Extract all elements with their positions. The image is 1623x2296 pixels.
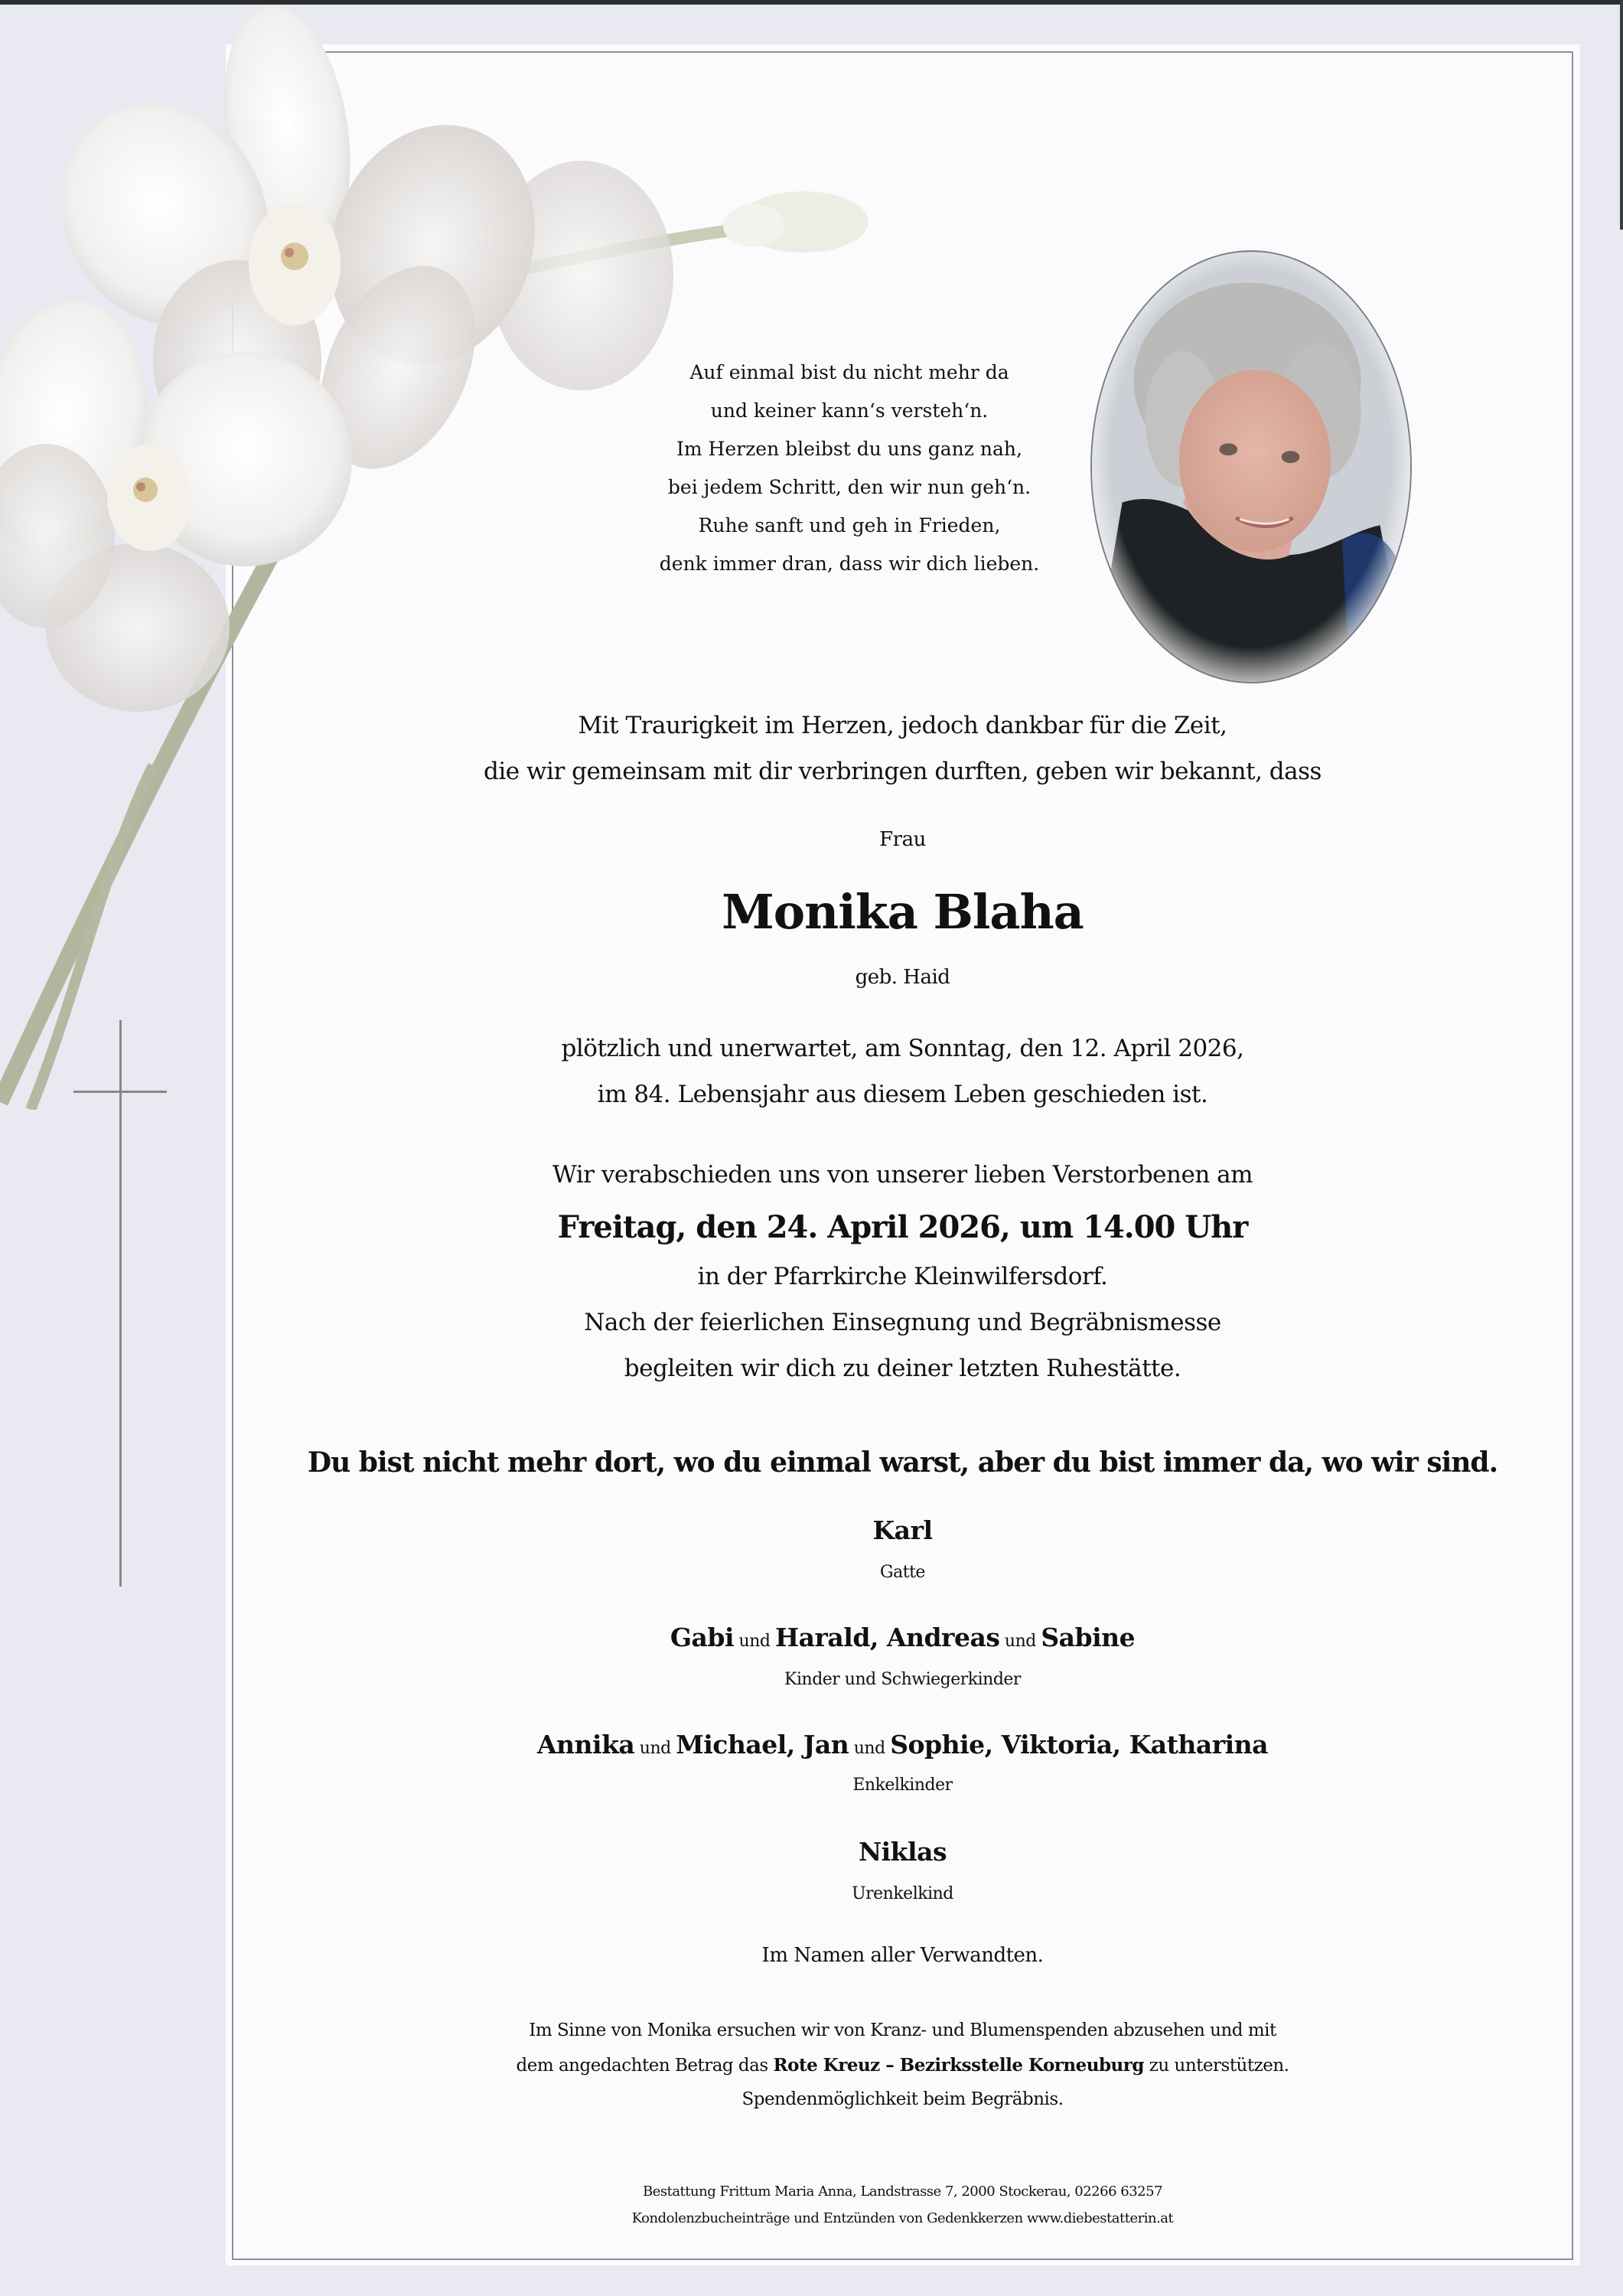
mourner-relation: Kinder und Schwiegerkinder (784, 1670, 1021, 1689)
cross-icon (119, 1020, 122, 1587)
closing-line: Im Namen aller Verwandten. (761, 1944, 1044, 1967)
mourner-relation: Urenkelkind (852, 1884, 953, 1903)
intro-line-1: Mit Traurigkeit im Herzen, jedoch dankbar für die Zeit, (578, 712, 1227, 739)
mourner-name: Annika (536, 1730, 635, 1760)
mourner-name: Harald, Andreas (774, 1623, 1000, 1652)
donation-line-3: Spendenmöglichkeit beim Begräbnis. (741, 2089, 1064, 2109)
mourner-names (232, 1730, 1573, 1760)
scan-right-edge (1620, 0, 1623, 230)
donation-line-2 (232, 2055, 1573, 2076)
poem-line: bei jedem Schritt, den wir nun geh‘n. (667, 476, 1031, 498)
portrait-photo (1090, 250, 1412, 683)
mourner-name: Sophie, Viktoria, Katharina (890, 1730, 1269, 1760)
mourner-name: Sabine (1041, 1623, 1136, 1652)
intro-line-2: die wir gemeinsam mit dir verbringen durften, geben wir bekannt, dass (484, 758, 1322, 785)
scan-top-edge (0, 0, 1623, 5)
funeral-datetime: Freitag, den 24. April 2026, um 14.00 Uhr (557, 1209, 1248, 1245)
donation-text: zu unterstützen. (1143, 2056, 1289, 2076)
poem-line: Im Herzen bleibst du uns ganz nah, (676, 438, 1022, 460)
donation-text: dem angedachten Betrag das (516, 2056, 774, 2076)
salutation: Frau (879, 828, 926, 851)
donation-line-1: Im Sinne von Monika ersuchen wir von Kranz- und Blumenspenden abzusehen und mit (529, 2020, 1276, 2040)
funeral-detail-1: Nach der feierlichen Einsegnung und Begräbnismesse (584, 1309, 1221, 1336)
memorial-quote: Du bist nicht mehr dort, wo du einmal warst, aber du bist immer da, wo wir sind. (307, 1446, 1498, 1479)
death-line-1: plötzlich und unerwartet, am Sonntag, den 12. April 2026, (561, 1035, 1244, 1062)
mourner-name: Gabi (670, 1623, 735, 1652)
conjunction: und (849, 1739, 891, 1758)
mourner-name: Niklas (858, 1837, 947, 1867)
conjunction: und (634, 1739, 676, 1758)
charity-name: Rote Kreuz – Bezirksstelle Korneuburg (773, 2055, 1144, 2076)
poem-line: Auf einmal bist du nicht mehr da (689, 361, 1009, 383)
mourner-names (232, 1515, 1573, 1545)
funeral-location: in der Pfarrkirche Kleinwilfersdorf. (697, 1263, 1108, 1290)
conjunction: und (734, 1632, 775, 1651)
mourner-name: Michael, Jan (676, 1730, 849, 1760)
conjunction: und (999, 1632, 1041, 1651)
poem-line: denk immer dran, dass wir dich lieben. (659, 553, 1040, 575)
poem-line: Ruhe sanft und geh in Frieden, (698, 514, 1001, 536)
mourner-relation: Gatte (880, 1563, 925, 1582)
mourner-name: Karl (872, 1515, 933, 1545)
deceased-name: Monika Blaha (722, 884, 1084, 940)
funeral-detail-2: begleiten wir dich zu deiner letzten Ruhestätte. (624, 1355, 1181, 1382)
funeral-intro: Wir verabschieden uns von unserer lieben Verstorbenen am (552, 1161, 1253, 1189)
mourner-names (232, 1623, 1573, 1652)
death-line-2: im 84. Lebensjahr aus diesem Leben geschieden ist. (597, 1081, 1208, 1108)
condolence-info: Kondolenzbucheinträge und Entzünden von Gedenkkerzen www.diebestatterin.at (631, 2210, 1174, 2226)
mourner-relation: Enkelkinder (852, 1776, 953, 1795)
funeral-home-info: Bestattung Frittum Maria Anna, Landstrasse 7, 2000 Stockerau, 02266 63257 (642, 2183, 1163, 2200)
portrait-image (1092, 252, 1410, 682)
cross-icon-crossbar (73, 1091, 167, 1093)
mourner-names (232, 1837, 1573, 1867)
maiden-name: geb. Haid (855, 966, 950, 989)
poem-line: und keiner kann‘s versteh‘n. (710, 400, 989, 422)
